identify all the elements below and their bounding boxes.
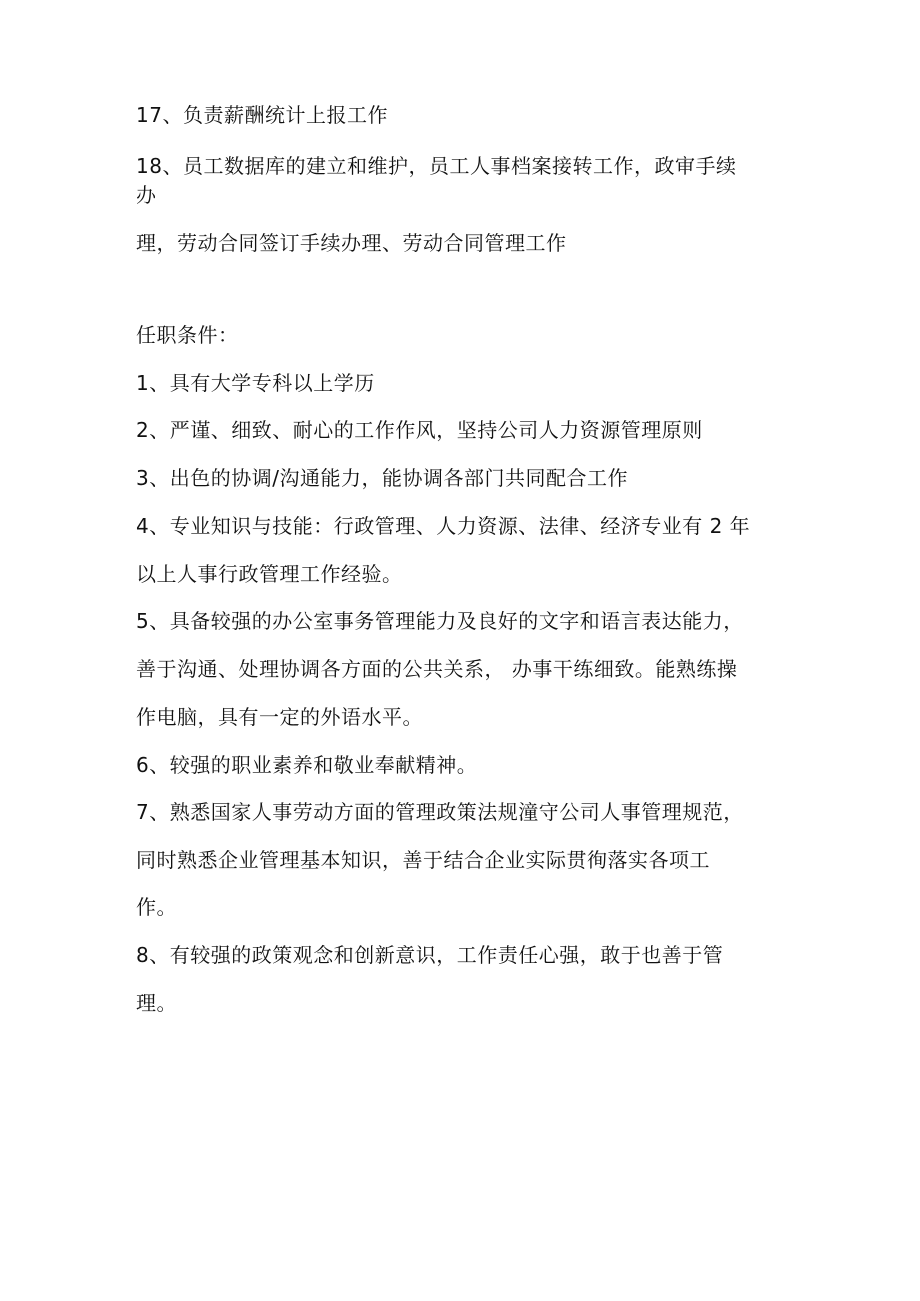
duty-18-line-3: 理，劳动合同签订手续办理、劳动合同管理工作	[136, 231, 567, 255]
requirement-7-line-2: 同时熟悉企业管理基本知识，善于结合企业实际贯徇落实各项工	[136, 848, 710, 872]
duty-18-line-1: 18、员工数据库的建立和维护，员工人事档案接转工作，政审手续	[136, 154, 737, 178]
duty-17: 17、负责薪酬统计上报工作	[136, 103, 388, 127]
requirement-8-line-2: 理。	[136, 991, 177, 1015]
requirement-2: 2、严谨、细致、耐心的工作作风，坚持公司人力资源管理原则	[136, 418, 703, 442]
requirement-5-line-2: 善于沟通、处理协调各方面的公共关系， 办事干练细致。能熟练操	[136, 657, 738, 681]
requirements-heading: 任职条件：	[136, 323, 239, 347]
requirement-6: 6、较强的职业素养和敬业奉献精神。	[136, 753, 478, 777]
requirement-1: 1、具有大学专科以上学历	[136, 371, 375, 395]
requirement-3: 3、出色的协调/沟通能力，能协调各部门共同配合工作	[136, 466, 628, 490]
requirement-8-line-1: 8、有较强的政策观念和创新意识，工作责任心强，敢于也善于管	[136, 943, 724, 967]
requirement-7-line-3: 作。	[136, 895, 177, 919]
requirement-5-line-3: 作电脑，具有一定的外语水平。	[136, 705, 423, 729]
requirement-7-line-1: 7、熟悉国家人事劳动方面的管理政策法规潼守公司人事管理规范，	[136, 800, 744, 824]
requirement-4-line-2: 以上人事行政管理工作经验。	[136, 562, 403, 586]
duty-18-line-2: 办	[136, 183, 157, 207]
requirement-4-line-1: 4、专业知识与技能：行政管理、人力资源、法律、经济专业有 2 年	[136, 514, 751, 538]
requirement-5-line-1: 5、具备较强的办公室事务管理能力及良好的文字和语言表达能力，	[136, 609, 744, 633]
